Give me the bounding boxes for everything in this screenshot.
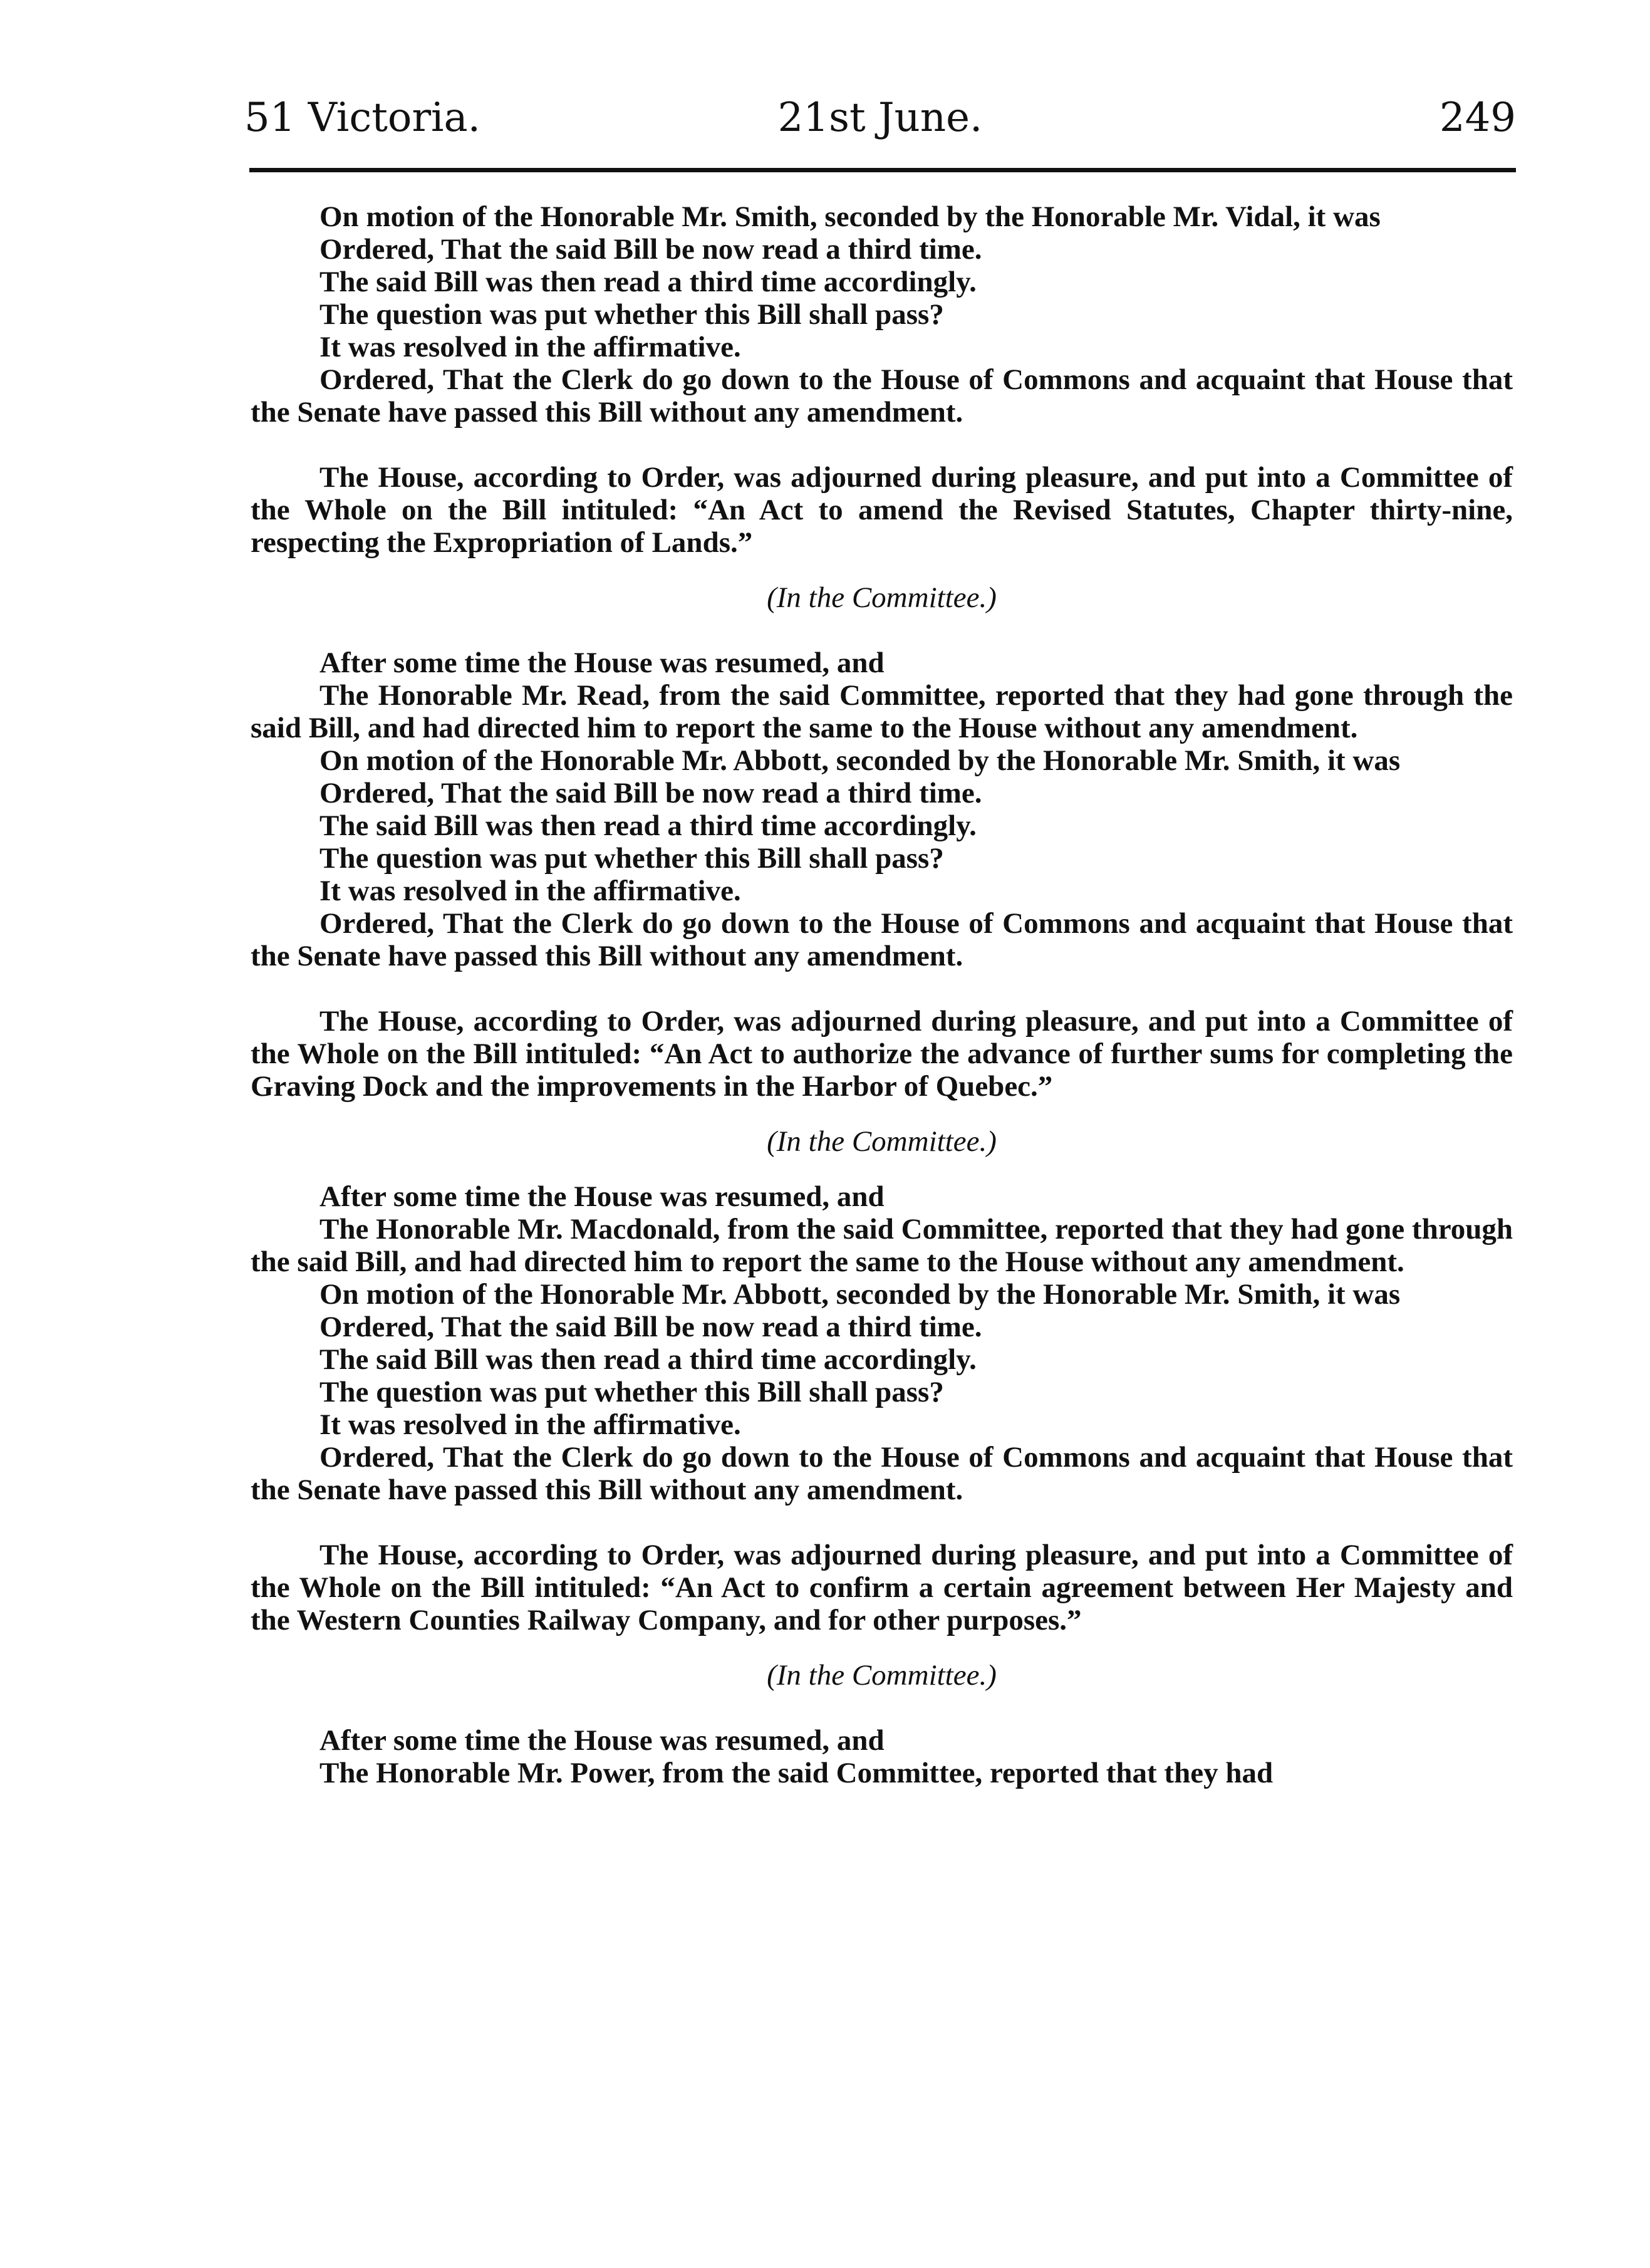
paragraph-spacer [251,1692,1513,1724]
paragraph: The said Bill was then read a third time accordingly. [319,266,977,298]
paragraph: The question was put whether this Bill shall pass? [319,298,944,331]
committee-heading: (In the Committee.) [767,1125,997,1158]
paragraph: Ordered, That the Clerk do go down to the House of Commons and acquaint that House that the Senate have passed this Bill without any amendment. [251,1441,1513,1506]
paragraph-spacer [251,1103,1513,1125]
page-header [244,86,1516,149]
paragraph-spacer [251,429,1513,461]
paragraph: Ordered, That the Clerk do go down to the House of Commons and acquaint that House that the Senate have passed this Bill without any amendment. [251,907,1513,972]
paragraph: The said Bill was then read a third time accordingly. [319,1343,977,1376]
paragraph: On motion of the Honorable Mr. Smith, seconded by the Honorable Mr. Vidal, it was [319,200,1381,233]
paragraph: Ordered, That the said Bill be now read a third time. [319,777,982,809]
paragraph: The Honorable Mr. Read, from the said Committee, reported that they had gone through the said Bill, and had directed him to report the same to the House without any amendment. [251,679,1513,744]
paragraph: After some time the House was resumed, and [319,1724,885,1757]
paragraph: Ordered, That the Clerk do go down to the House of Commons and acquaint that House that the Senate have passed this Bill without any amendment. [251,363,1513,429]
paragraph: On motion of the Honorable Mr. Abbott, seconded by the Honorable Mr. Smith, it was [319,744,1401,777]
paragraph: The House, according to Order, was adjourned during pleasure, and put into a Committee of the Whole on the Bill intituled: “An Act to authorize the advance of further sums for completing the Graving Dock and the improvements in the Harbor of Quebec.” [251,1005,1513,1103]
paragraph-spacer [251,559,1513,581]
paragraph: The Honorable Mr. Macdonald, from the said Committee, reported that they had gone through the said Bill, and had directed him to report the same to the House without any amendment. [251,1213,1513,1278]
paragraph: On motion of the Honorable Mr. Abbott, seconded by the Honorable Mr. Smith, it was [319,1278,1401,1311]
committee-heading: (In the Committee.) [767,1659,997,1692]
paragraph: The Honorable Mr. Power, from the said Committee, reported that they had [319,1757,1274,1789]
paragraph-spacer [251,1506,1513,1539]
committee-heading: (In the Committee.) [767,581,997,614]
page-number: 249 [1439,95,1516,141]
paragraph: The said Bill was then read a third time accordingly. [319,809,977,842]
paragraph-spacer [251,614,1513,647]
paragraph: The question was put whether this Bill shall pass? [319,842,944,875]
paragraph-spacer [251,1636,1513,1659]
paragraph: It was resolved in the affirmative. [319,875,741,907]
paragraph: It was resolved in the affirmative. [319,1408,741,1441]
paragraph: After some time the House was resumed, and [319,647,885,679]
paragraph: It was resolved in the affirmative. [319,331,741,363]
header-rule [249,168,1516,172]
document-body [251,200,1513,1789]
paragraph-spacer [251,972,1513,1005]
paragraph: Ordered, That the said Bill be now read a third time. [319,1311,982,1343]
paragraph: After some time the House was resumed, and [319,1180,885,1213]
paragraph-spacer [251,1158,1513,1180]
paragraph: Ordered, That the said Bill be now read a third time. [319,233,982,266]
paragraph: The question was put whether this Bill shall pass? [319,1376,944,1408]
header-date: 21st June. [777,95,983,141]
paragraph: The House, according to Order, was adjourned during pleasure, and put into a Committee of the Whole on the Bill intituled: “An Act to confirm a certain agreement between Her Majesty and the Western Counties Railway Company, and for other purposes.” [251,1539,1513,1636]
header-session: 51 Victoria. [244,95,480,141]
paragraph: The House, according to Order, was adjourned during pleasure, and put into a Committee of the Whole on the Bill intituled: “An Act to amend the Revised Statutes, Chapter thirty-nine, respecting the Expropriation of Lands.” [251,461,1513,559]
